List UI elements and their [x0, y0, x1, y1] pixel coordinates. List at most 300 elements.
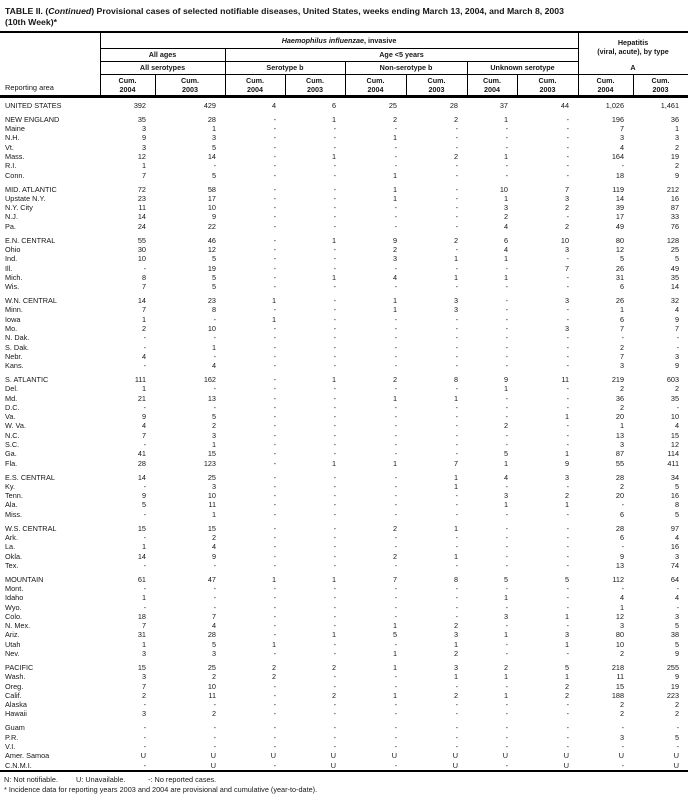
- cell: 3: [503, 611, 508, 621]
- cell: -: [394, 723, 397, 733]
- cell: 3: [453, 662, 458, 672]
- cell: 14: [137, 551, 146, 561]
- cell: -: [566, 361, 570, 371]
- cell: -: [333, 170, 336, 180]
- cell: -: [333, 402, 336, 412]
- cell: -: [333, 532, 336, 542]
- row-label: Utah: [5, 639, 21, 649]
- cell: 3: [564, 630, 570, 640]
- cell: -: [394, 142, 397, 152]
- cell: -: [333, 481, 336, 491]
- cell: 2: [674, 161, 680, 171]
- cell: 21: [137, 393, 146, 403]
- row-label: Wis.: [5, 282, 20, 292]
- cell: 5: [392, 630, 397, 640]
- cell: -: [273, 458, 276, 468]
- table-row: [0, 691, 688, 700]
- cell: 196: [611, 114, 625, 124]
- row-label: Wyo.: [5, 602, 22, 612]
- cell: -: [566, 384, 570, 394]
- cell: 7: [141, 305, 146, 315]
- table-row: [0, 491, 688, 500]
- cell: -: [505, 732, 508, 742]
- cell: -: [505, 741, 508, 751]
- cell: 2: [674, 709, 680, 719]
- cell: -: [566, 282, 570, 292]
- cell: 13: [615, 560, 625, 570]
- cell: -: [505, 361, 508, 371]
- cell: -: [273, 500, 276, 510]
- cell: 3: [141, 124, 146, 134]
- cell: -: [394, 440, 397, 450]
- cell: 28: [449, 101, 458, 110]
- cell: 1,461: [660, 101, 680, 110]
- cell: 1: [392, 133, 397, 143]
- cell: -: [273, 393, 276, 403]
- cell: 15: [207, 523, 216, 533]
- table-row: [0, 370, 688, 384]
- cell: 14: [137, 296, 146, 306]
- cell: -: [273, 491, 276, 501]
- row-label: Del.: [5, 384, 18, 394]
- row-label: Mass.: [5, 152, 25, 162]
- cell: 5: [674, 732, 680, 742]
- cell: 2: [674, 700, 680, 710]
- cell: -: [273, 170, 276, 180]
- row-label: MID. ATLANTIC: [5, 184, 57, 194]
- cell: 2: [392, 244, 397, 254]
- cell: -: [273, 723, 276, 733]
- cell: 76: [670, 221, 680, 231]
- table-row: [0, 333, 688, 342]
- cell: 2: [392, 523, 397, 533]
- cell: 119: [612, 184, 625, 194]
- cell: 8: [141, 272, 146, 282]
- cell: -: [394, 681, 397, 691]
- cell: 36: [670, 114, 680, 124]
- cell: 128: [666, 235, 680, 245]
- cell: 1: [619, 421, 625, 431]
- cell: -: [566, 593, 570, 603]
- cell: -: [394, 430, 397, 440]
- cell: -: [455, 709, 458, 719]
- header-all-ages: All ages: [100, 49, 225, 62]
- header-cum-2004-col4: Cum. 2004: [345, 75, 406, 97]
- cell: 9: [674, 672, 680, 682]
- cell: -: [455, 723, 458, 733]
- row-label: Nev.: [5, 649, 20, 659]
- cell: -: [621, 161, 625, 171]
- cell: 1: [211, 440, 216, 450]
- cell: 10: [499, 184, 508, 194]
- cell: 114: [667, 449, 680, 459]
- cell: 4: [619, 593, 625, 603]
- row-label: P.R.: [5, 732, 19, 742]
- cell: 3: [674, 611, 680, 621]
- cell: -: [273, 384, 276, 394]
- cell: 3: [453, 305, 458, 315]
- cell: 1: [392, 184, 397, 194]
- cell: -: [273, 323, 276, 333]
- cell: -: [333, 212, 336, 222]
- cell: -: [273, 509, 276, 519]
- cell: -: [273, 532, 276, 542]
- cell: -: [455, 700, 458, 710]
- row-label: N.J.: [5, 212, 18, 222]
- table-row: [0, 384, 688, 393]
- cell: 2: [619, 402, 625, 412]
- cell: -: [455, 509, 458, 519]
- table-row: [0, 612, 688, 621]
- table-row: [0, 394, 688, 403]
- cell: 1: [503, 254, 508, 264]
- cell: 1: [392, 458, 397, 468]
- cell: -: [273, 621, 276, 631]
- cell: -: [394, 203, 397, 213]
- cell: -: [333, 384, 336, 394]
- cell: 5: [564, 662, 570, 672]
- cell: -: [143, 402, 146, 412]
- cell: 9: [674, 314, 680, 324]
- cell: 164: [611, 152, 625, 162]
- cell: -: [273, 690, 276, 700]
- cell: 37: [499, 101, 508, 110]
- cell: -: [273, 184, 276, 194]
- legend-unavailable: U: Unavailable.: [76, 774, 126, 784]
- cell: -: [566, 212, 570, 222]
- cell: -: [333, 430, 336, 440]
- cell: 80: [615, 235, 625, 245]
- cell: 15: [670, 430, 680, 440]
- cell: 32: [670, 296, 680, 306]
- table-row: [0, 510, 688, 519]
- cell: -: [394, 500, 397, 510]
- cell: 19: [207, 263, 216, 273]
- cell: -: [505, 509, 508, 519]
- cell: 3: [211, 133, 216, 143]
- legend-not-notifiable: N: Not notifiable.: [4, 774, 58, 784]
- cell: -: [333, 681, 336, 691]
- cell: 4: [503, 472, 508, 482]
- header-cum-2003-col9: Cum. 2003: [633, 75, 688, 97]
- cell: 5: [674, 254, 680, 264]
- cell: 3: [211, 481, 216, 491]
- cell: 2: [503, 212, 508, 222]
- cell: -: [676, 723, 680, 733]
- cell: 9: [619, 551, 625, 561]
- table-row: [0, 97, 688, 111]
- header-cum-2003-col7: Cum. 2003: [517, 75, 578, 97]
- cell: 38: [670, 630, 680, 640]
- cell: -: [333, 244, 336, 254]
- table-row: [0, 603, 688, 612]
- cell: 7: [141, 681, 146, 691]
- cell: -: [333, 584, 336, 593]
- header-hepatitis-a: A: [578, 62, 688, 75]
- cell: -: [333, 440, 336, 450]
- cell: 9: [503, 374, 508, 384]
- cell: -: [273, 133, 276, 143]
- row-label: S.C.: [5, 440, 20, 450]
- cell: 2: [564, 491, 570, 501]
- cell: -: [505, 305, 508, 315]
- cell: -: [505, 142, 508, 152]
- cell: -: [621, 542, 625, 552]
- cell: 8: [674, 500, 680, 510]
- cell: 7: [619, 351, 625, 361]
- cell: 36: [615, 393, 625, 403]
- cell: 1: [141, 314, 146, 324]
- row-label: Va.: [5, 412, 16, 422]
- cell: -: [273, 142, 276, 152]
- table-row: [0, 231, 688, 245]
- cell: -: [273, 709, 276, 719]
- row-label: Conn.: [5, 170, 25, 180]
- cell: 188: [611, 690, 625, 700]
- cell: -: [273, 282, 276, 292]
- header-cum-2004-col6: Cum. 2004: [467, 75, 517, 97]
- cell: 1: [211, 342, 216, 352]
- cell: 2: [392, 374, 397, 384]
- cell: -: [333, 732, 336, 742]
- cell: 47: [207, 574, 216, 584]
- cell: -: [273, 235, 276, 245]
- cell: -: [566, 333, 570, 343]
- table-row: [0, 733, 688, 742]
- cell: 10: [615, 639, 625, 649]
- cell: U: [391, 751, 397, 761]
- cell: -: [505, 551, 508, 561]
- row-label: N. Mex.: [5, 621, 31, 631]
- cell: 3: [619, 621, 625, 631]
- cell: -: [505, 263, 508, 273]
- cell: -: [566, 440, 570, 450]
- cell: U: [140, 751, 146, 761]
- cell: 2: [331, 690, 336, 700]
- cell: 212: [666, 184, 680, 194]
- header-cum-2003-col5: Cum. 2003: [406, 75, 467, 97]
- cell: -: [566, 305, 570, 315]
- cell: 2: [674, 384, 680, 394]
- cell: 5: [211, 254, 216, 264]
- cell: 13: [615, 430, 625, 440]
- cell: -: [394, 584, 397, 593]
- cell: 4: [674, 305, 680, 315]
- cell: 14: [207, 152, 216, 162]
- cell: 2: [141, 323, 146, 333]
- legend-no-reported-cases: -: No reported cases.: [148, 774, 217, 784]
- cell: -: [566, 272, 570, 282]
- table-row: [0, 542, 688, 551]
- cell: U: [270, 751, 276, 761]
- cell: U: [330, 760, 336, 770]
- cell: 7: [619, 124, 625, 134]
- cell: -: [566, 551, 570, 561]
- cell: 2: [564, 203, 570, 213]
- cell: -: [273, 560, 276, 570]
- cell: 2: [392, 551, 397, 561]
- row-label: Minn.: [5, 305, 23, 315]
- cell: -: [566, 700, 570, 710]
- cell: 2: [619, 384, 625, 394]
- table-row: [0, 264, 688, 273]
- cell: U: [452, 751, 458, 761]
- cell: 4: [211, 361, 216, 371]
- cell: 7: [141, 621, 146, 631]
- cell: -: [333, 184, 336, 194]
- cell: 9: [674, 649, 680, 659]
- cell: -: [143, 741, 146, 751]
- table-row: [0, 152, 688, 161]
- title-continued: Continued: [48, 6, 92, 16]
- cell: 2: [331, 662, 336, 672]
- cell: -: [566, 170, 570, 180]
- cell: 3: [141, 649, 146, 659]
- cell: 3: [619, 440, 625, 450]
- cell: 9: [674, 170, 680, 180]
- cell: 1: [392, 296, 397, 306]
- cell: 3: [141, 142, 146, 152]
- cell: 9: [564, 458, 570, 468]
- cell: 1: [211, 509, 216, 519]
- table-row: [0, 700, 688, 709]
- cell: 1: [392, 305, 397, 315]
- cell: 5: [211, 170, 216, 180]
- table-row: [0, 658, 688, 672]
- cell: -: [566, 161, 570, 171]
- cell: 1: [503, 152, 508, 162]
- row-label: UNITED STATES: [5, 101, 62, 110]
- cell: 111: [134, 374, 146, 384]
- cell: -: [333, 305, 336, 315]
- row-label: Mich.: [5, 272, 23, 282]
- cell: -: [394, 351, 397, 361]
- cell: -: [333, 161, 336, 171]
- cell: 392: [133, 101, 146, 110]
- cell: -: [333, 593, 336, 603]
- cell: -: [213, 732, 216, 742]
- cell: -: [505, 323, 508, 333]
- cell: 1: [392, 649, 397, 659]
- cell: -: [505, 282, 508, 292]
- cell: 3: [564, 296, 570, 306]
- cell: 5: [674, 639, 680, 649]
- cell: -: [143, 333, 146, 343]
- cell: 7: [619, 323, 625, 333]
- cell: -: [676, 741, 680, 751]
- cell: 14: [137, 212, 146, 222]
- cell: 80: [615, 630, 625, 640]
- cell: 1: [453, 481, 458, 491]
- row-label: Md.: [5, 393, 18, 403]
- cell: -: [394, 342, 397, 352]
- cell: -: [505, 412, 508, 422]
- cell: -: [143, 584, 146, 593]
- cell: -: [505, 481, 508, 491]
- cell: -: [213, 560, 216, 570]
- cell: -: [566, 649, 570, 659]
- cell: -: [566, 342, 570, 352]
- cell: 4: [674, 421, 680, 431]
- cell: -: [394, 672, 397, 682]
- header-cum-2004-col0: Cum. 2004: [100, 75, 155, 97]
- cell: -: [566, 723, 570, 733]
- cell: -: [455, 584, 458, 593]
- cell: -: [394, 560, 397, 570]
- cell: -: [273, 203, 276, 213]
- table-row: [0, 171, 688, 180]
- cell: -: [333, 551, 336, 561]
- cell: -: [566, 430, 570, 440]
- cell: -: [455, 491, 458, 501]
- cell: -: [566, 133, 570, 143]
- cell: 3: [619, 732, 625, 742]
- cell: -: [394, 509, 397, 519]
- cell: 1: [392, 170, 397, 180]
- table-row: [0, 161, 688, 170]
- cell: -: [273, 630, 276, 640]
- cell: 3: [619, 361, 625, 371]
- cell: -: [273, 551, 276, 561]
- table-row: [0, 630, 688, 639]
- cell: 17: [207, 193, 216, 203]
- cell: -: [394, 593, 397, 603]
- cell: -: [455, 212, 458, 222]
- cell: -: [333, 700, 336, 710]
- cell: -: [213, 602, 216, 612]
- cell: -: [333, 611, 336, 621]
- cell: 10: [207, 491, 216, 501]
- cell: -: [273, 254, 276, 264]
- cell: -: [213, 584, 216, 593]
- cell: -: [566, 142, 570, 152]
- table-row: [0, 672, 688, 681]
- row-label: Mont.: [5, 584, 24, 593]
- cell: -: [455, 384, 458, 394]
- cell: -: [505, 700, 508, 710]
- cell: -: [333, 602, 336, 612]
- row-label: D.C.: [5, 402, 20, 412]
- cell: -: [455, 440, 458, 450]
- cell: -: [566, 351, 570, 361]
- cell: -: [566, 602, 570, 612]
- cell: 4: [503, 221, 508, 231]
- cell: 2: [141, 690, 146, 700]
- row-label: R.I.: [5, 161, 17, 171]
- cell: 1: [503, 690, 508, 700]
- cell: -: [505, 709, 508, 719]
- cell: -: [505, 681, 508, 691]
- cell: -: [505, 560, 508, 570]
- header-haemophilus-group: Haemophilus influenzae, invasive: [100, 32, 578, 49]
- cell: -: [273, 333, 276, 343]
- cell: 9: [211, 551, 216, 561]
- cum-header-row: [0, 75, 688, 97]
- cell: 3: [503, 491, 508, 501]
- cell: -: [333, 542, 336, 552]
- cell: -: [273, 681, 276, 691]
- cell: -: [455, 133, 458, 143]
- cell: 10: [137, 254, 146, 264]
- cell: 14: [615, 193, 625, 203]
- cell: 15: [615, 681, 625, 691]
- cell: 2: [453, 235, 458, 245]
- cell: -: [213, 384, 216, 394]
- cell: 8: [453, 574, 458, 584]
- cell: 39: [615, 203, 625, 213]
- cell: -: [455, 124, 458, 134]
- row-label: Ariz.: [5, 630, 20, 640]
